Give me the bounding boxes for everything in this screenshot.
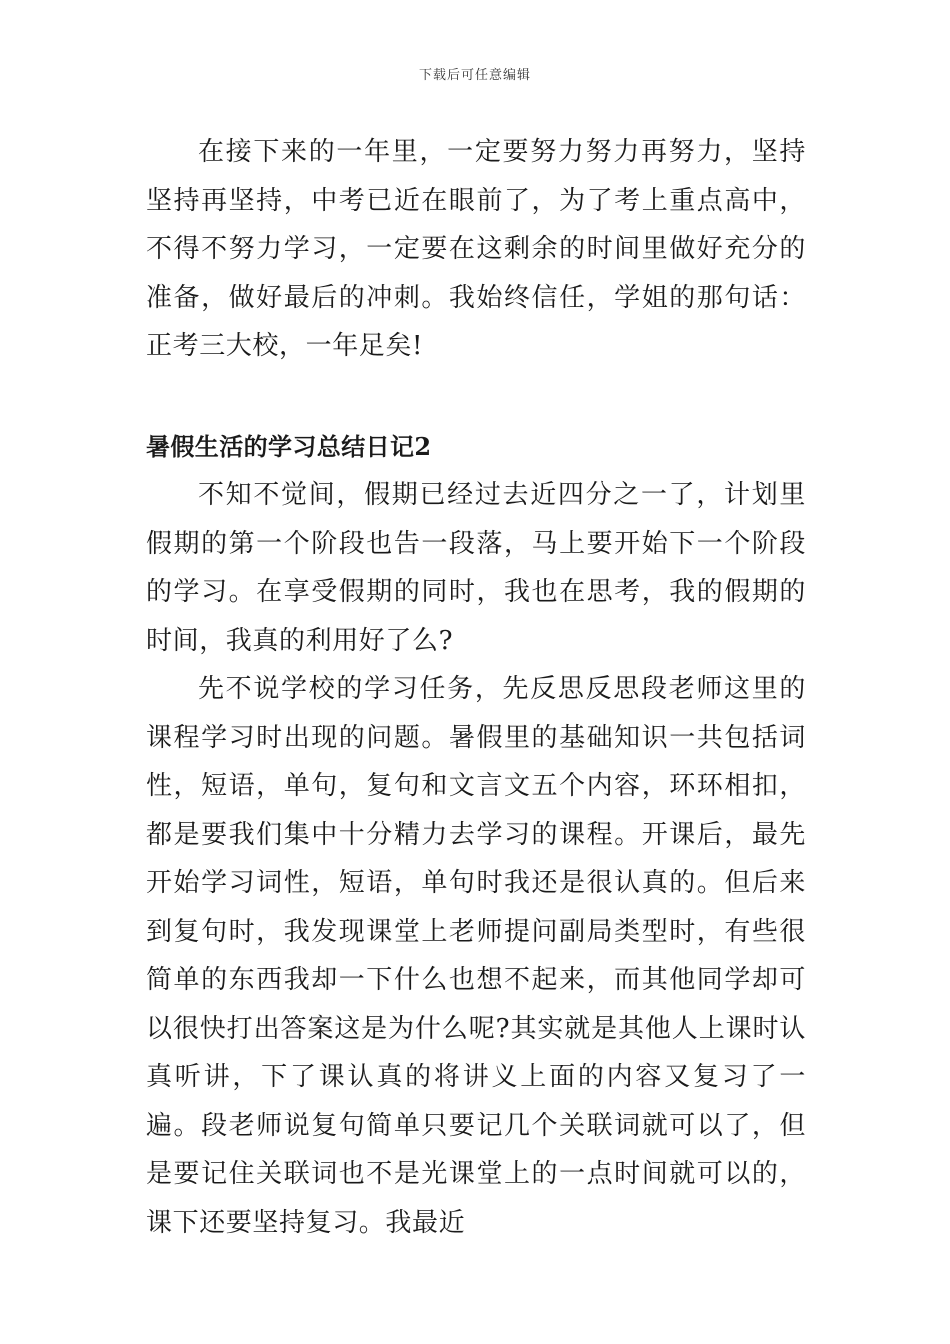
paragraph-reflection: 先不说学校的学习任务，先反思反思段老师这里的课程学习时出现的问题。暑假里的基础知识一共包括词性，短语，单句，复句和文言文五个内容，环环相扣，都是要我们集中十分精力去学习的课程。开课后，最先开始学习词性，短语，单句时我还是很认真的。但后来到复句时，我发现课堂上老师提问副局类型时，有些很简单的东西我却一下什么也想不起来，而其他同学却可以很快打出答案这是为什么呢?其实就是其他人上课时认真听讲，下了课认真的将讲义上面的内容又复习了一遍。段老师说复句简单只要记几个关联词就可以了，但是要记住关联词也不是光课堂上的一点时间就可以的，课下还要坚持复习。我最近 [146,674,806,1238]
section-title: 暑假生活的学习总结日记2 [146,431,432,461]
document-body [146,128,806,1247]
page-header: 下载后可任意编辑 [418,68,531,83]
paragraph-intro: 不知不觉间，假期已经过去近四分之一了，计划里假期的第一个阶段也告一段落，马上要开始下一个阶段的学习。在享受假期的同时，我也在思考，我的假期的时间，我真的利用好了么? [146,480,806,656]
paragraph-closing: 在接下来的一年里，一定要努力努力再努力，坚持坚持再坚持，中考已近在眼前了，为了考上重点高中，不得不努力学习，一定要在这剩余的时间里做好充分的准备，做好最后的冲刺。我始终信任，学姐的那句话：正考三大校，一年足矣! [146,137,806,361]
